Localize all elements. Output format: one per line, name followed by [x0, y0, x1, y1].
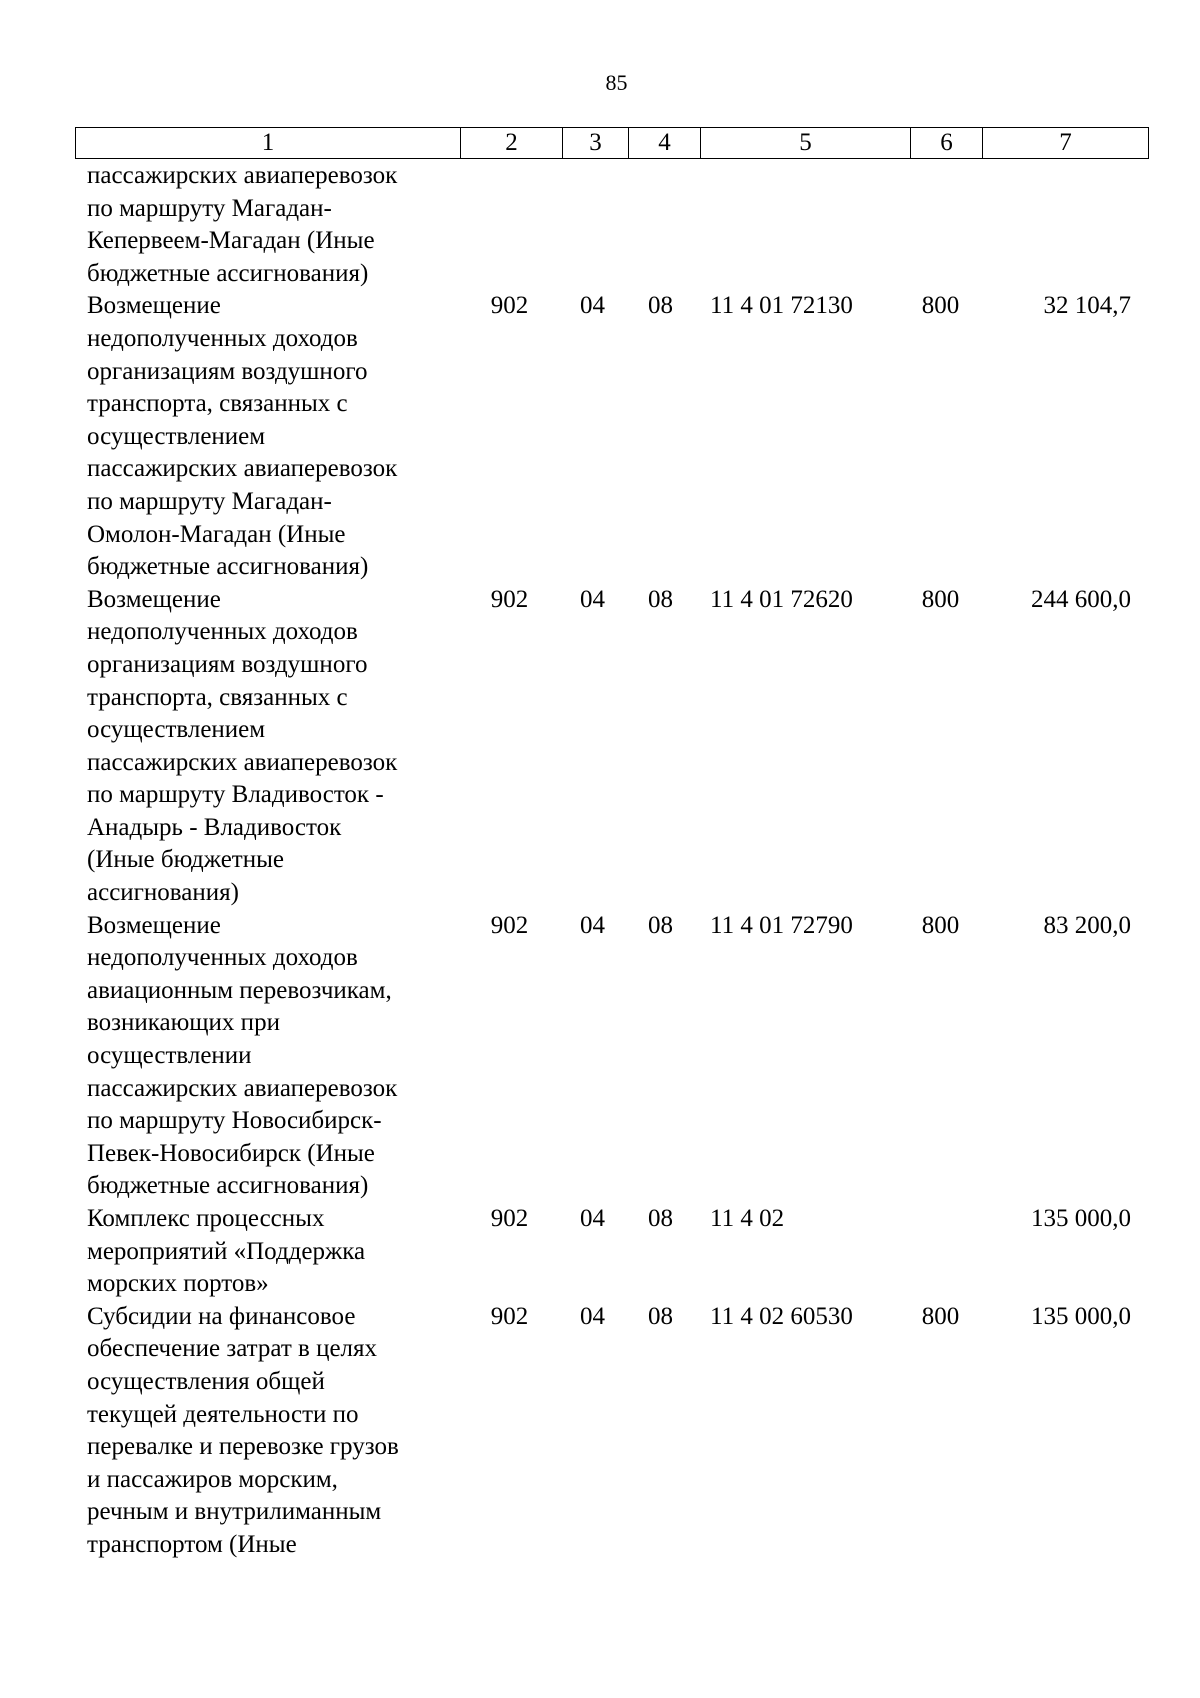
- column-header-7: 7: [983, 128, 1149, 159]
- table-row: [75, 1203, 1141, 1301]
- column-header-row: [76, 128, 1149, 159]
- row-amount: 32 104,7: [1043, 292, 1131, 320]
- table-row: [75, 584, 1141, 910]
- row-section: 04: [580, 911, 605, 939]
- row-subsection: 08: [648, 1205, 673, 1232]
- row-subsection: 08: [648, 1302, 673, 1330]
- row-subsection: [625, 160, 696, 290]
- row-subsection: 08: [648, 911, 673, 939]
- table-row: [75, 290, 1141, 583]
- row-expense-kind: 800: [921, 292, 960, 320]
- table-row: [75, 160, 1141, 290]
- row-target-code: 11 4 01 72620: [710, 585, 853, 613]
- row-admin-code: 902: [490, 292, 529, 320]
- row-amount: 135 000,0: [1031, 1302, 1131, 1330]
- page-number: 85: [605, 70, 628, 95]
- column-header-1: 1: [76, 128, 461, 159]
- column-header-3: 3: [563, 128, 629, 159]
- row-amount: 83 200,0: [1043, 911, 1131, 939]
- row-expense-kind: [905, 1203, 976, 1301]
- row-expense-kind: 800: [921, 911, 960, 939]
- row-subsection: 08: [648, 292, 673, 320]
- row-admin-code: 902: [490, 911, 529, 939]
- table-row: [75, 910, 1141, 1203]
- row-amount: 244 600,0: [1031, 585, 1131, 613]
- column-header-4: 4: [629, 128, 701, 159]
- row-target-code: 11 4 01 72130: [710, 292, 853, 320]
- row-expense-kind: [905, 160, 976, 290]
- budget-table: [75, 160, 1141, 1562]
- row-section: 04: [580, 585, 605, 613]
- row-target-code: 11 4 01 72790: [710, 911, 853, 939]
- column-header-2: 2: [461, 128, 563, 159]
- row-name: Комплекс процессных мероприятий «Поддержка морских портов»: [87, 1205, 366, 1298]
- row-name: пассажирских авиаперевозок по маршруту Магадан- Кепервеем-Магадан (Иные бюджетные ассигнования): [87, 162, 398, 287]
- row-subsection: 08: [648, 585, 673, 613]
- row-admin-code: 902: [490, 585, 529, 613]
- row-name: Субсидии на финансовое обеспечение затрат в целях осуществления общей текущей деятельности по перевалке и перевозке грузов и пассажиров морским, речным и внутрилиманным транспортом (Иные: [87, 1302, 399, 1558]
- row-amount: [976, 160, 1141, 290]
- column-header-5: 5: [701, 128, 911, 159]
- row-expense-kind: 800: [921, 585, 960, 613]
- row-section: 04: [580, 1302, 605, 1330]
- row-admin-code: 902: [490, 1302, 529, 1330]
- row-expense-kind: 800: [921, 1302, 960, 1330]
- row-target-code: 11 4 02 60530: [710, 1302, 853, 1330]
- row-name: Возмещение недополученных доходов организациям воздушного транспорта, связанных с осуществлением пассажирских авиаперевозок по маршруту Магадан- Омолон-Магадан (Иные бюджетные ассигнования): [87, 292, 398, 581]
- row-target-code: [696, 160, 905, 290]
- table-row: [75, 1301, 1141, 1562]
- row-section: 04: [580, 1205, 605, 1232]
- row-target-code: 11 4 02: [710, 1205, 785, 1232]
- row-admin-code: 902: [490, 1205, 529, 1232]
- row-name: Возмещение недополученных доходов организациям воздушного транспорта, связанных с осуществлением пассажирских авиаперевозок по маршруту Владивосток - Анадырь - Владивосток (Иные бюджетные ассигнования): [87, 585, 398, 907]
- column-header-table: [75, 127, 1149, 159]
- row-amount: 135 000,0: [1031, 1205, 1131, 1232]
- column-header-6: 6: [911, 128, 983, 159]
- row-name: Возмещение недополученных доходов авиационным перевозчикам, возникающих при осуществлении пассажирских авиаперевозок по маршруту Новосибирск- Певек-Новосибирск (Иные бюджетные ассигнования): [87, 911, 398, 1200]
- row-admin-code: [459, 160, 560, 290]
- row-section: 04: [580, 292, 605, 320]
- row-section: [560, 160, 625, 290]
